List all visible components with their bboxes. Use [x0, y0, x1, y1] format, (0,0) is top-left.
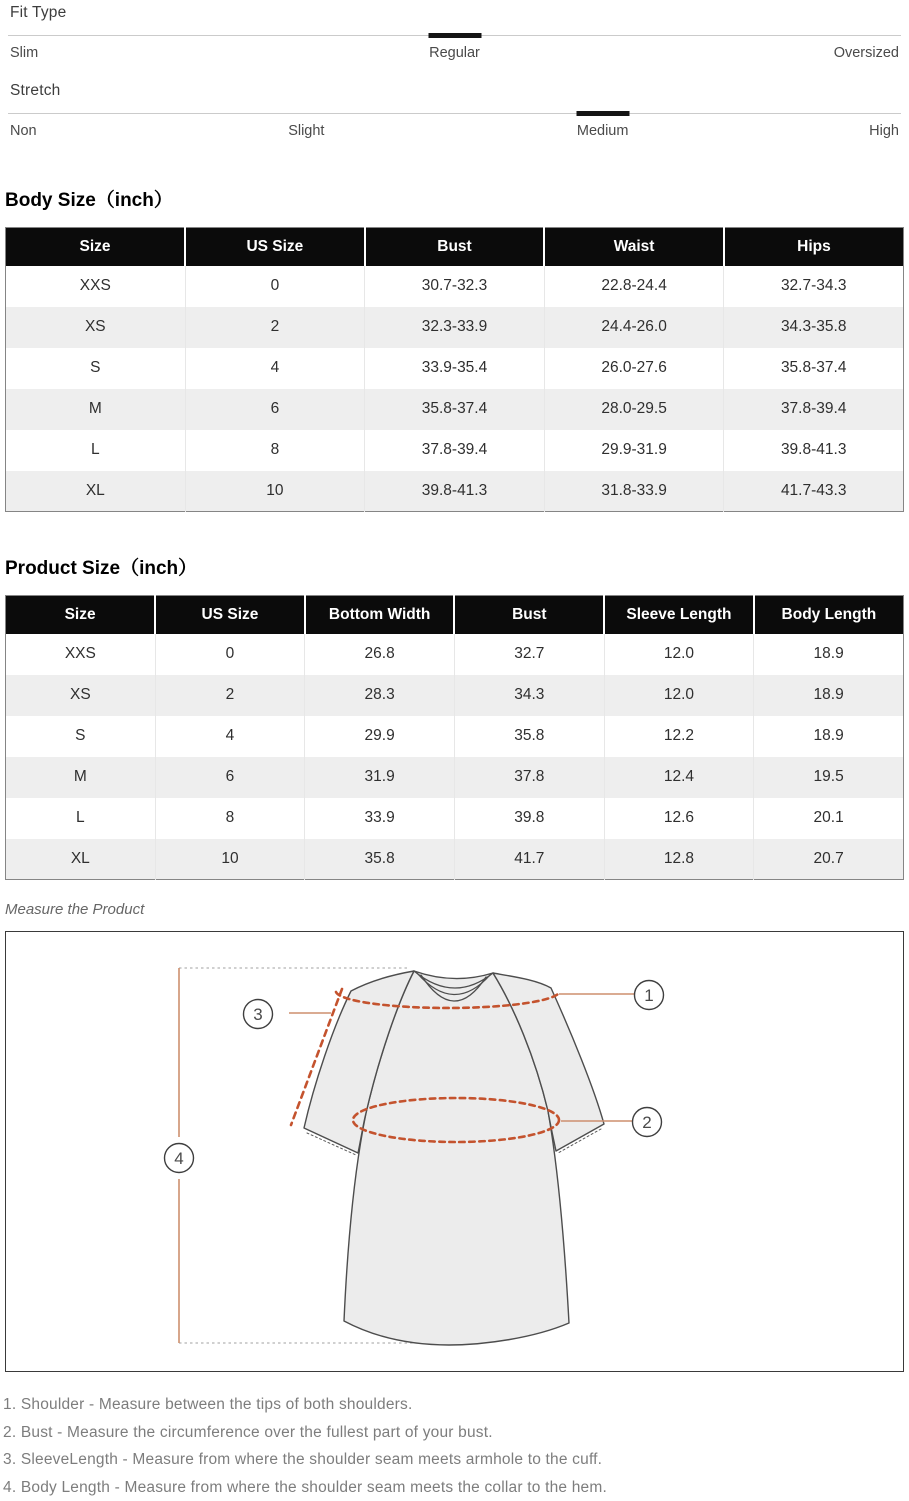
table-row — [6, 716, 904, 757]
marker-4-badge — [165, 1144, 194, 1173]
stretch-track — [8, 111, 901, 116]
table-cell: 41.7 — [454, 839, 604, 880]
table-cell: M — [6, 757, 156, 798]
measure-notes — [0, 1391, 909, 1501]
table-cell: 18.9 — [754, 634, 904, 675]
table-cell: 39.8-41.3 — [365, 471, 545, 512]
table-cell: 0 — [185, 266, 365, 307]
table-cell: 4 — [155, 716, 305, 757]
table-cell: 37.8-39.4 — [365, 430, 545, 471]
table-cell: 2 — [185, 307, 365, 348]
table-cell: 35.8-37.4 — [365, 389, 545, 430]
tshirt-illustration — [304, 971, 604, 1345]
table-cell: M — [6, 389, 186, 430]
marker-3-badge — [244, 1000, 273, 1029]
product-size-table-head — [6, 596, 904, 634]
table-cell: 31.8-33.9 — [544, 471, 724, 512]
slider-option-non: Non — [10, 123, 37, 139]
table-cell: L — [6, 798, 156, 839]
fit-type-slider — [0, 3, 909, 64]
body-size-table-head — [6, 228, 904, 266]
table-cell: 34.3-35.8 — [724, 307, 904, 348]
table-cell: 20.7 — [754, 839, 904, 880]
table-cell: 12.0 — [604, 675, 754, 716]
table-cell: 12.0 — [604, 634, 754, 675]
table-cell: 39.8 — [454, 798, 604, 839]
table-cell: 39.8-41.3 — [724, 430, 904, 471]
column-header-bust: Bust — [365, 228, 545, 266]
table-cell: XXS — [6, 266, 186, 307]
table-row — [6, 757, 904, 798]
table-cell: 33.9-35.4 — [365, 348, 545, 389]
table-row — [6, 266, 904, 307]
table-cell: 4 — [185, 348, 365, 389]
table-row — [6, 675, 904, 716]
stretch-options — [10, 123, 899, 142]
table-cell: 18.9 — [754, 675, 904, 716]
table-cell: XL — [6, 839, 156, 880]
table-cell: 33.9 — [305, 798, 455, 839]
column-header-us-size: US Size — [185, 228, 365, 266]
column-header-body-length: Body Length — [754, 596, 904, 634]
table-cell: 12.2 — [604, 716, 754, 757]
table-row — [6, 389, 904, 430]
body-size-title: Body Size（inch） — [5, 189, 904, 212]
slider-option-slight: Slight — [288, 123, 324, 139]
table-cell: 18.9 — [754, 716, 904, 757]
fit-type-track — [8, 33, 901, 38]
table-cell: 32.7 — [454, 634, 604, 675]
table-cell: S — [6, 348, 186, 389]
table-cell: 31.9 — [305, 757, 455, 798]
fit-sliders-section — [0, 0, 909, 142]
table-cell: 6 — [185, 389, 365, 430]
table-cell: 20.1 — [754, 798, 904, 839]
table-cell: 32.7-34.3 — [724, 266, 904, 307]
table-cell: 41.7-43.3 — [724, 471, 904, 512]
column-header-us-size: US Size — [155, 596, 305, 634]
marker-1-badge — [635, 981, 664, 1010]
table-cell: 22.8-24.4 — [544, 266, 724, 307]
table-cell: 6 — [155, 757, 305, 798]
table-row — [6, 471, 904, 512]
column-header-sleeve-length: Sleeve Length — [604, 596, 754, 634]
column-header-size: Size — [6, 596, 156, 634]
slider-option-regular: Regular — [429, 45, 480, 61]
table-row — [6, 430, 904, 471]
table-cell: 34.3 — [454, 675, 604, 716]
table-cell: L — [6, 430, 186, 471]
slider-option-medium: Medium — [577, 123, 629, 139]
table-cell: XS — [6, 675, 156, 716]
measure-caption: Measure the Product — [5, 901, 904, 919]
table-cell: 26.8 — [305, 634, 455, 675]
slider-option-slim: Slim — [10, 45, 38, 61]
table-cell: 29.9-31.9 — [544, 430, 724, 471]
table-cell: XS — [6, 307, 186, 348]
table-cell: 12.4 — [604, 757, 754, 798]
table-cell: XL — [6, 471, 186, 512]
table-cell: 0 — [155, 634, 305, 675]
fit-type-label: Fit Type — [10, 3, 899, 22]
table-cell: 30.7-32.3 — [365, 266, 545, 307]
table-cell: 35.8-37.4 — [724, 348, 904, 389]
stretch-slider — [0, 81, 909, 142]
note-line: 1. Shoulder - Measure between the tips of both shoulders. — [3, 1391, 909, 1419]
stretch-label: Stretch — [10, 81, 899, 100]
product-size-title: Product Size（inch） — [5, 557, 904, 580]
table-cell: 8 — [155, 798, 305, 839]
column-header-bust: Bust — [454, 596, 604, 634]
table-row — [6, 798, 904, 839]
slider-option-high: High — [869, 123, 899, 139]
note-line: 3. SleeveLength - Measure from where the shoulder seam meets armhole to the cuff. — [3, 1446, 909, 1474]
table-cell: 37.8 — [454, 757, 604, 798]
table-row — [6, 307, 904, 348]
slider-option-oversized: Oversized — [834, 45, 899, 61]
table-cell: 37.8-39.4 — [724, 389, 904, 430]
table-cell: 28.0-29.5 — [544, 389, 724, 430]
table-cell: 35.8 — [454, 716, 604, 757]
table-cell: 8 — [185, 430, 365, 471]
marker-3-number: 3 — [253, 1005, 262, 1024]
table-cell: XXS — [6, 634, 156, 675]
marker-4-number: 4 — [174, 1149, 183, 1168]
table-cell: 28.3 — [305, 675, 455, 716]
marker-2-badge — [633, 1108, 662, 1137]
product-size-table-body — [6, 634, 904, 880]
table-cell: 32.3-33.9 — [365, 307, 545, 348]
table-row — [6, 839, 904, 880]
table-cell: 24.4-26.0 — [544, 307, 724, 348]
column-header-bottom-width: Bottom Width — [305, 596, 455, 634]
product-size-table — [5, 595, 904, 880]
column-header-hips: Hips — [724, 228, 904, 266]
fit-type-indicator — [428, 33, 481, 38]
column-header-waist: Waist — [544, 228, 724, 266]
table-cell: 10 — [155, 839, 305, 880]
table-cell: 12.8 — [604, 839, 754, 880]
table-cell: 29.9 — [305, 716, 455, 757]
table-cell: 12.6 — [604, 798, 754, 839]
measure-diagram — [5, 931, 904, 1372]
table-cell: 26.0-27.6 — [544, 348, 724, 389]
table-row — [6, 634, 904, 675]
table-cell: 10 — [185, 471, 365, 512]
table-cell: 2 — [155, 675, 305, 716]
table-row — [6, 348, 904, 389]
note-line: 2. Bust - Measure the circumference over the fullest part of your bust. — [3, 1419, 909, 1447]
table-cell: S — [6, 716, 156, 757]
marker-1-number: 1 — [644, 986, 653, 1005]
table-cell: 35.8 — [305, 839, 455, 880]
body-size-table-body — [6, 266, 904, 512]
tshirt-measure-illustration — [6, 932, 903, 1371]
stretch-track-line — [8, 113, 901, 114]
table-cell: 19.5 — [754, 757, 904, 798]
note-line: 4. Body Length - Measure from where the shoulder seam meets the collar to the hem. — [3, 1474, 909, 1501]
body-size-table — [5, 227, 904, 512]
column-header-size: Size — [6, 228, 186, 266]
marker-2-number: 2 — [642, 1113, 651, 1132]
fit-type-options — [10, 45, 899, 64]
stretch-indicator — [577, 111, 630, 116]
